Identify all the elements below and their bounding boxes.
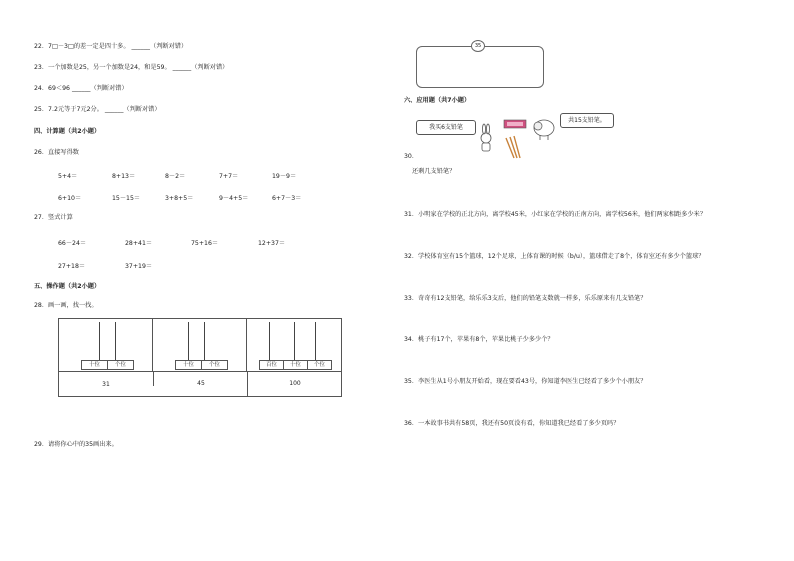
sheep-icon [534, 120, 554, 140]
abacus-rod [269, 322, 270, 360]
abacus-value: 45 [153, 371, 248, 386]
question-29: 29．请将你心中的35画出来。 [34, 441, 118, 448]
calc-item: 19－9＝ [272, 173, 297, 180]
number-circle-label: 35 [474, 43, 482, 49]
vertical-item: 75+16＝ [191, 240, 219, 247]
section-6-heading: 六、应用题（共7小题） [404, 97, 471, 104]
calc-item: 6+7－3＝ [272, 195, 302, 202]
calc-item: 9－4+5＝ [219, 195, 249, 202]
section-5-heading: 五、操作题（共2小题） [34, 283, 101, 290]
abacus-label: 个位 [201, 360, 228, 370]
calc-item: 7+7＝ [219, 173, 239, 180]
illustration [474, 112, 564, 162]
question-31: 31．小明家在学校的正北方向，离学校45米，小红家在学校的正南方向，离学校56米，他们两家相距多少米？ [404, 211, 707, 218]
question-33: 33．奇奇有12支铅笔，给乐乐3支后，他们的铅笔支数就一样多，乐乐原来有几支铅笔？ [404, 295, 647, 302]
question-22: 22．7□－3□的差一定是四十多。 ______（判断对错） [34, 43, 188, 50]
abacus-label: 个位 [107, 360, 134, 370]
abacus-cell-2 [153, 319, 247, 371]
calc-item: 3+8+5＝ [165, 195, 194, 202]
question-36: 36．一本故事书共有58页，我还有50页没有看，你知道我已经看了多少页吗？ [404, 420, 620, 427]
abacus-cell-1 [59, 319, 153, 371]
calc-item: 5+4＝ [58, 173, 78, 180]
calc-item: 6+10＝ [58, 195, 82, 202]
abacus-table [58, 318, 342, 397]
abacus-value: 31 [102, 381, 110, 388]
question-30-number: 30． [404, 153, 419, 160]
abacus-label: 十位 [283, 360, 308, 370]
section-4-heading: 四、计算题（共2小题） [34, 128, 101, 135]
question-34: 34．桃子有17个，苹果有8个，苹果比桃子少多少个？ [404, 336, 554, 343]
calc-item: 8+13＝ [112, 173, 136, 180]
abacus-rod [99, 322, 100, 360]
abacus-rod [315, 322, 316, 360]
rabbit-icon [481, 124, 491, 151]
abacus-rod [294, 322, 295, 360]
abacus-rod [188, 322, 189, 360]
speech-bubble-left: 我买6支铅笔 [416, 120, 476, 135]
abacus-label: 十位 [175, 360, 202, 370]
speech-bubble-right: 共15支铅笔。 [560, 113, 614, 128]
abacus-rod [204, 322, 205, 360]
pencil-box-icon [504, 120, 526, 128]
question-25: 25．7.2元等于7元2分。 ______（判断对错） [34, 106, 161, 113]
abacus-rod [115, 322, 116, 360]
calc-item: 15－15＝ [112, 195, 141, 202]
question-28: 28．画一画，找一找。 [34, 302, 98, 309]
vertical-item: 66－24＝ [58, 240, 87, 247]
question-24: 24．69＜96 ______（判断对错） [34, 85, 128, 92]
vertical-item: 27+18＝ [58, 263, 86, 270]
answer-box[interactable] [416, 46, 544, 88]
vertical-item: 28+41＝ [125, 240, 153, 247]
abacus-label: 个位 [307, 360, 332, 370]
question-23: 23．一个加数是25，另一个加数是24，和是59。 ______（判断对错） [34, 64, 229, 71]
vertical-item: 37+19＝ [125, 263, 153, 270]
calc-item: 8－2＝ [165, 173, 186, 180]
number-circle [471, 40, 485, 52]
vertical-item: 12+37＝ [258, 240, 286, 247]
question-32: 32．学校体育室有15个篮球，12个足球，上体育课的时候（b/u），篮球借走了8个，体育室还有多少个篮球？ [404, 253, 705, 260]
question-27: 27．竖式计算 [34, 214, 73, 221]
abacus-cell-3 [247, 319, 341, 371]
abacus-label: 十位 [81, 360, 108, 370]
question-35: 35．李医生从1号小朋友开始看，现在要看43号，你知道李医生已经看了多少个小朋友？ [404, 378, 647, 385]
question-26: 26．直接写得数 [34, 149, 79, 156]
abacus-label: 百位 [259, 360, 284, 370]
pencils-icon [506, 136, 520, 158]
abacus-value: 100 [247, 371, 342, 396]
question-30-text: 还剩几支铅笔？ [412, 168, 456, 175]
